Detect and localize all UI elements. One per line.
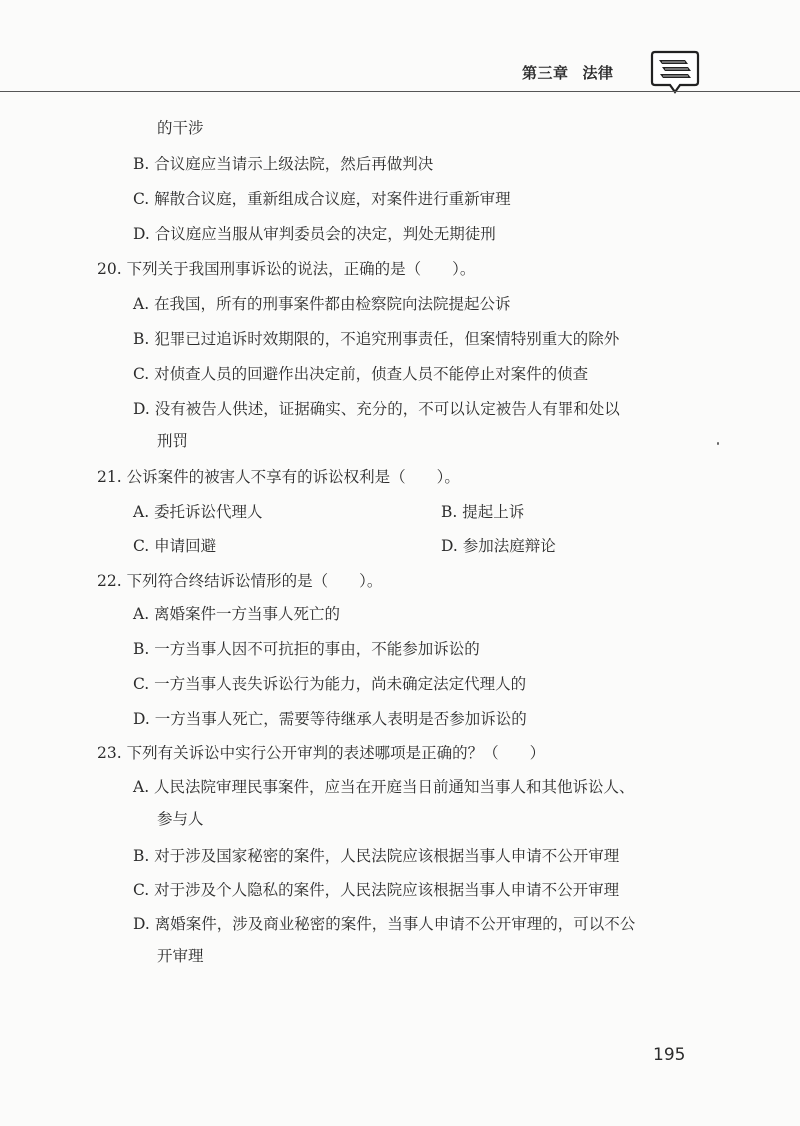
speck-mark xyxy=(717,442,719,445)
option-line: A. 委托诉讼代理人 xyxy=(133,503,263,521)
option-line: D. 一方当事人死亡，需要等待继承人表明是否参加诉讼的 xyxy=(133,710,527,728)
text-line: 的干涉 xyxy=(157,119,204,137)
option-line: A. 人民法院审理民事案件，应当在开庭当日前通知当事人和其他诉讼人、 xyxy=(133,778,635,796)
option-line: B. 合议庭应当请示上级法院，然后再做判决 xyxy=(133,155,434,173)
option-line: A. 在我国，所有的刑事案件都由检察院向法院提起公诉 xyxy=(133,295,511,313)
option-line: C. 对于涉及个人隐私的案件，人民法院应该根据当事人申请不公开审理 xyxy=(133,881,620,899)
option-line: C. 对侦查人员的回避作出决定前，侦查人员不能停止对案件的侦查 xyxy=(133,365,589,383)
question-20: 20. 下列关于我国刑事诉讼的说法，正确的是（ ）。 xyxy=(97,260,476,278)
option-line: C. 一方当事人丧失诉讼行为能力，尚未确定法定代理人的 xyxy=(133,675,527,693)
option-line: D. 合议庭应当服从审判委员会的决定，判处无期徒刑 xyxy=(133,225,496,243)
option-line: D. 没有被告人供述，证据确实、充分的，不可以认定被告人有罪和处以 xyxy=(133,400,620,418)
option-line: D. 参加法庭辩论 xyxy=(441,537,556,555)
question-23: 23. 下列有关诉讼中实行公开审判的表述哪项是正确的？（ ） xyxy=(97,744,546,762)
option-line: B. 犯罪已过追诉时效期限的，不追究刑事责任，但案情特别重大的除外 xyxy=(133,330,620,348)
option-line: B. 对于涉及国家秘密的案件，人民法院应该根据当事人申请不公开审理 xyxy=(133,847,620,865)
book-stack-icon xyxy=(650,48,700,96)
option-line: C. 申请回避 xyxy=(133,537,217,555)
option-line: A. 离婚案件一方当事人死亡的 xyxy=(133,605,341,623)
text-line: 刑罚 xyxy=(157,432,189,450)
chapter-header xyxy=(522,62,614,83)
question-21: 21. 公诉案件的被害人不享有的诉讼权利是（ ）。 xyxy=(97,468,460,486)
option-line: C. 解散合议庭，重新组成合议庭，对案件进行重新审理 xyxy=(133,190,511,208)
subject-label: 法律 xyxy=(582,64,614,82)
option-line: B. 提起上诉 xyxy=(441,503,525,521)
option-line: B. 一方当事人因不可抗拒的事由，不能参加诉讼的 xyxy=(133,640,480,658)
question-22: 22. 下列符合终结诉讼情形的是（ ）。 xyxy=(97,572,383,590)
chapter-label: 第三章 xyxy=(522,64,569,82)
page-number: 195 xyxy=(653,1045,686,1065)
option-line: D. 离婚案件，涉及商业秘密的案件，当事人申请不公开审理的，可以不公 xyxy=(133,915,636,933)
text-line: 参与人 xyxy=(157,810,204,828)
text-line: 开审理 xyxy=(157,947,204,965)
header-rule xyxy=(0,91,800,92)
